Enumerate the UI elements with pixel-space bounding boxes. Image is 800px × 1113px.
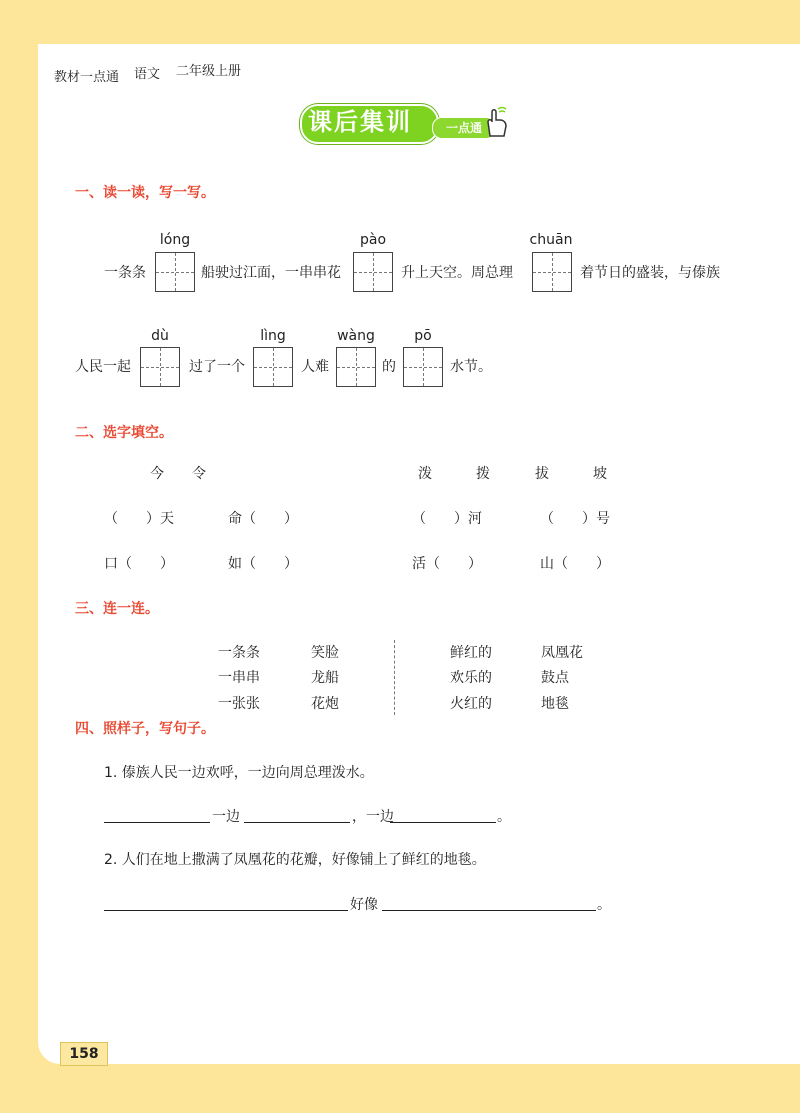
title-badge: 一点通 (432, 117, 496, 139)
pinyin-chuan: chuān (529, 232, 573, 248)
question-2: 2. 人们在地上撒满了凤凰花的花瓣，好像铺上了鲜红的地毯。 (104, 852, 486, 868)
q1-period: 。 (497, 809, 511, 825)
match-right-a2[interactable]: 欢乐的 (450, 670, 492, 686)
match-left-b1[interactable]: 笑脸 (311, 645, 339, 661)
line2-text5: 水节。 (450, 359, 492, 375)
header-subject: 语文 (134, 67, 161, 82)
column-divider (394, 640, 395, 715)
match-left-a3[interactable]: 一张张 (218, 696, 260, 712)
pinyin-pao: pào (359, 232, 387, 248)
answer-line-2b[interactable] (382, 910, 596, 911)
fill-hao[interactable]: （ ）号 (540, 511, 610, 527)
q1-connector-2: ，一边 (352, 809, 394, 825)
title-main: 课后集训 (308, 108, 412, 136)
line1-text1: 一条条 (104, 265, 146, 281)
header-grade: 二年级上册 (176, 64, 242, 79)
line1-text2: 船驶过江面，一串串花 (201, 265, 341, 281)
line2-text1: 人民一起 (75, 359, 131, 375)
pinyin-wang: wàng (337, 328, 375, 344)
match-right-b2[interactable]: 鼓点 (541, 670, 569, 686)
line2-text4: 的 (382, 359, 396, 375)
question-1: 1. 傣族人民一边欢呼，一边向周总理泼水。 (104, 765, 374, 781)
fill-shan[interactable]: 山（ ） (540, 556, 610, 572)
section-title-banner (300, 100, 520, 148)
answer-line-1b[interactable] (244, 822, 350, 823)
match-right-b3[interactable]: 地毯 (541, 696, 569, 712)
line1-text3: 升上天空。周总理 (401, 265, 513, 281)
writing-box-long[interactable] (155, 252, 195, 292)
match-left-a2[interactable]: 一串串 (218, 670, 260, 686)
fill-he[interactable]: （ ）河 (412, 511, 482, 527)
section1-heading: 一、读一读，写一写。 (75, 185, 215, 201)
match-right-a3[interactable]: 火红的 (450, 696, 492, 712)
fill-kou[interactable]: 口（ ） (104, 556, 174, 572)
q2-period: 。 (597, 897, 611, 913)
page-number: 158 (60, 1042, 108, 1066)
writing-box-pao[interactable] (353, 252, 393, 292)
fill-huo[interactable]: 活（ ） (412, 556, 482, 572)
choice-char-po1: 泼 (418, 466, 432, 482)
line2-text2: 过了一个 (189, 359, 245, 375)
writing-box-ling[interactable] (253, 347, 293, 387)
pinyin-ling: lìng (260, 328, 286, 344)
q1-connector-1: 一边 (212, 809, 240, 825)
match-right-a1[interactable]: 鲜红的 (450, 645, 492, 661)
q2-connector: 好像 (350, 897, 378, 913)
pointing-hand-icon (480, 106, 510, 140)
fill-tian[interactable]: （ ）天 (104, 511, 174, 527)
fill-ming[interactable]: 命（ ） (228, 511, 298, 527)
writing-box-wang[interactable] (336, 347, 376, 387)
match-right-b1[interactable]: 凤凰花 (541, 645, 583, 661)
choice-char-ba: 拔 (535, 466, 549, 482)
writing-box-chuan[interactable] (532, 252, 572, 292)
pinyin-po: pō (414, 328, 432, 344)
match-left-b2[interactable]: 龙船 (311, 670, 339, 686)
pinyin-long: lóng (159, 232, 191, 248)
writing-box-po[interactable] (403, 347, 443, 387)
answer-line-2a[interactable] (104, 910, 348, 911)
choice-char-bo: 拨 (476, 466, 490, 482)
section2-heading: 二、选字填空。 (75, 425, 173, 441)
choice-chars-group1: 今 令 (150, 466, 206, 482)
line1-text4: 着节日的盛装，与傣族 (580, 265, 720, 281)
writing-box-du[interactable] (140, 347, 180, 387)
answer-line-1c[interactable] (390, 822, 496, 823)
pinyin-du: dù (151, 328, 169, 344)
fill-ru[interactable]: 如（ ） (228, 556, 298, 572)
match-left-b3[interactable]: 花炮 (311, 696, 339, 712)
section3-heading: 三、连一连。 (75, 601, 159, 617)
line2-text3: 人难 (301, 359, 329, 375)
match-left-a1[interactable]: 一条条 (218, 645, 260, 661)
header-book: 教材一点通 (54, 70, 120, 85)
section4-heading: 四、照样子，写句子。 (75, 721, 215, 737)
choice-char-po2: 坡 (593, 466, 607, 482)
answer-line-1a[interactable] (104, 822, 210, 823)
